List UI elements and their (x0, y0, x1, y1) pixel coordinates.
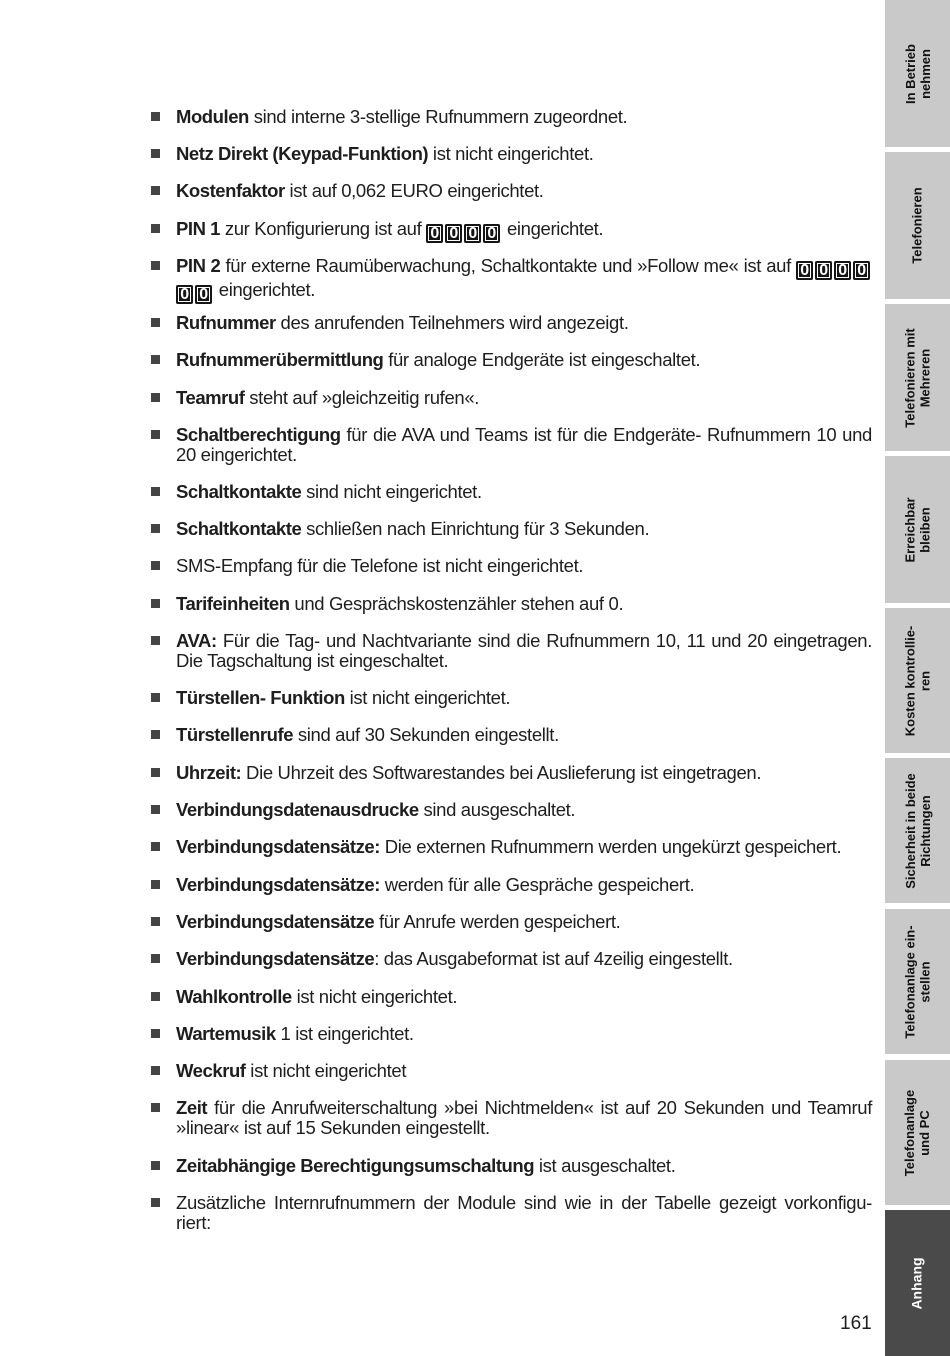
setting-name: Tarifeinheiten (176, 593, 290, 614)
square-bullet-icon (151, 599, 160, 608)
square-bullet-icon (151, 1198, 160, 1207)
tab-label-line: Kosten kontrollie- (902, 625, 918, 736)
tab-label-line: Sicherheit in beide (902, 772, 918, 889)
chapter-tab-label (903, 1089, 933, 1175)
tab-label-line: Mehreren (917, 348, 933, 407)
setting-description: für analoge Endgeräte ist eingeschaltet. (383, 349, 701, 370)
list-item-text (176, 1061, 872, 1081)
chapter-tab[interactable] (885, 909, 950, 1054)
chapter-tab[interactable] (885, 0, 950, 147)
setting-name: Verbindungsdatensätze (176, 948, 375, 969)
setting-description: ist nicht eingerichtet. (344, 687, 511, 708)
setting-description: für externe Raumüberwachung, Schaltkontakte und »Follow me« ist auf (220, 255, 796, 276)
setting-description: Die externen Rufnummern werden ungekürzt gespeichert. (379, 836, 842, 857)
chapter-tab[interactable] (885, 456, 950, 603)
setting-description: werden für alle Gespräche gespeichert. (379, 874, 695, 895)
square-bullet-icon (151, 1029, 160, 1038)
chapter-tab[interactable] (885, 304, 950, 451)
setting-name: Schaltkontakte (176, 518, 302, 539)
list-item-text (176, 107, 872, 127)
list-item-text (176, 987, 872, 1007)
chapter-tab[interactable] (885, 1210, 950, 1356)
setting-name: Türstellenrufe (176, 724, 294, 745)
chapter-tab-label (903, 497, 933, 562)
setting-description: 1 ist eingerichtet. (275, 1023, 414, 1044)
tab-label-line: In Betrieb (902, 43, 918, 104)
chapter-tab[interactable] (885, 152, 950, 299)
setting-description-end: eingerichtet. (214, 279, 316, 300)
setting-description: ist nicht eingerichtet (245, 1060, 407, 1081)
keypad-key-icon: 0 (815, 261, 832, 280)
setting-description: Die Uhrzeit des Softwarestandes bei Auslieferung ist eingetragen. (241, 762, 762, 783)
tab-label-line: Telefonieren (910, 187, 925, 264)
setting-name: Kostenfaktor (176, 180, 285, 201)
square-bullet-icon (151, 355, 160, 364)
setting-description: ist auf 0,062 EURO eingerichtet. (284, 180, 544, 201)
square-bullet-icon (151, 561, 160, 570)
square-bullet-icon (151, 992, 160, 1001)
setting-name: Verbindungsdatensätze: (176, 836, 380, 857)
list-item-text (176, 256, 872, 304)
setting-description: steht auf »gleichzeitig rufen«. (244, 387, 480, 408)
keypad-key-icon: 0 (195, 285, 212, 304)
list-item-text (176, 556, 872, 576)
setting-name: PIN 2 (176, 255, 221, 276)
setting-description-end: eingerichtet. (502, 218, 604, 239)
keypad-key-icon: 0 (483, 224, 500, 243)
setting-name: Modulen (176, 106, 249, 127)
keypad-key-icon: 0 (834, 261, 851, 280)
tab-label-line: stellen (917, 960, 933, 1003)
setting-description: SMS-Empfang für die Telefone ist nicht eingerichtet. (176, 555, 584, 576)
keypad-key-icon: 0 (796, 261, 813, 280)
setting-description: für die Anrufweiterschaltung »bei Nichtmelden« ist auf 20 Sekunden und Teamruf »linear« ist auf 15 Sekunden eingestellt. (176, 1097, 872, 1138)
square-bullet-icon (151, 1161, 160, 1170)
square-bullet-icon (151, 186, 160, 195)
page-number: 161 (840, 1313, 872, 1334)
chapter-tab-label (903, 625, 933, 736)
square-bullet-icon (151, 805, 160, 814)
setting-name: Teamruf (176, 387, 245, 408)
square-bullet-icon (151, 487, 160, 496)
list-item-text (176, 688, 872, 708)
setting-description: sind nicht eingerichtet. (301, 481, 482, 502)
chapter-tab-label (903, 773, 933, 889)
keypad-key-icon: 0 (176, 285, 193, 304)
tab-label-line: Telefonieren mit (902, 327, 918, 428)
tab-label-line: Anhang (908, 1256, 925, 1310)
keypad-key-icon: 0 (464, 224, 481, 243)
list-item-text (176, 875, 872, 895)
tab-label-line: und PC (917, 1109, 933, 1156)
list-item-text (176, 837, 872, 857)
setting-description: des anrufenden Teilnehmers wird angezeigt. (275, 312, 629, 333)
square-bullet-icon (151, 954, 160, 963)
list-item-text (176, 763, 872, 783)
list-item-text (176, 388, 872, 408)
square-bullet-icon (151, 917, 160, 926)
chapter-tab[interactable] (885, 1060, 950, 1205)
chapter-tabs (885, 0, 950, 1356)
tab-label-line: nehmen (917, 48, 933, 99)
square-bullet-icon (151, 261, 160, 270)
square-bullet-icon (151, 112, 160, 121)
setting-description: sind auf 30 Sekunden eingestellt. (293, 724, 559, 745)
chapter-tab-label (903, 44, 933, 104)
tab-label-line: Telefonanlage (902, 1089, 918, 1176)
setting-name: Türstellen- Funktion (176, 687, 345, 708)
tab-label-line: bleiben (917, 506, 933, 553)
list-item-text (176, 594, 872, 614)
list-item-text (176, 1156, 872, 1176)
setting-description: sind interne 3-stellige Rufnummern zugeordnet. (248, 106, 628, 127)
setting-name: Schaltberechtigung (176, 424, 341, 445)
square-bullet-icon (151, 693, 160, 702)
keypad-key-icon: 0 (853, 261, 870, 280)
square-bullet-icon (151, 1103, 160, 1112)
setting-description: und Gesprächskostenzähler stehen auf 0. (289, 593, 624, 614)
list-item-text (176, 482, 872, 502)
list-item-text (176, 519, 872, 539)
setting-description: zur Konfigurierung ist auf (220, 218, 427, 239)
square-bullet-icon (151, 636, 160, 645)
setting-name: Verbindungsdatensätze (176, 911, 375, 932)
setting-description: sind ausgeschaltet. (418, 799, 576, 820)
list-item-text (176, 800, 872, 820)
setting-description: ist ausgeschaltet. (534, 1155, 676, 1176)
setting-name: AVA: (176, 630, 217, 651)
chapter-tab-label (903, 328, 933, 427)
square-bullet-icon (151, 524, 160, 533)
setting-description: ist nicht eingerichtet. (291, 986, 458, 1007)
square-bullet-icon (151, 730, 160, 739)
chapter-tab-label (910, 1257, 925, 1309)
chapter-tab-label (910, 187, 925, 263)
tab-label-line: Richtungen (917, 794, 933, 867)
setting-name: Rufnummer (176, 312, 276, 333)
square-bullet-icon (151, 149, 160, 158)
tab-label-line: Telefonanlage ein- (902, 924, 918, 1039)
setting-name: Verbindungsdatenausdrucke (176, 799, 419, 820)
setting-description: Für die Tag- und Nachtvariante sind die Rufnummern 10, 11 und 20 eingetragen. Die Tagschaltung ist eingeschaltet. (176, 630, 872, 671)
setting-description: schließen nach Einrichtung für 3 Sekunden. (301, 518, 650, 539)
setting-name: Uhrzeit: (176, 762, 242, 783)
setting-name: Zeitabhängige Berechtigungsumschaltung (176, 1155, 535, 1176)
setting-name: Wahlkontrolle (176, 986, 292, 1007)
square-bullet-icon (151, 430, 160, 439)
list-item-text (176, 350, 872, 370)
square-bullet-icon (151, 318, 160, 327)
setting-name: Netz Direkt (Keypad-Funktion) (176, 143, 429, 164)
list-item-text (176, 631, 872, 671)
tab-label-line: Erreichbar (902, 496, 918, 563)
setting-name: Wartemusik (176, 1023, 276, 1044)
list-item-text (176, 144, 872, 164)
setting-name: Verbindungsdatensätze: (176, 874, 380, 895)
chapter-tab[interactable] (885, 608, 950, 753)
setting-description: für Anrufe werden gespeichert. (374, 911, 621, 932)
square-bullet-icon (151, 224, 160, 233)
list-item-text (176, 181, 872, 201)
setting-description: für die AVA und Teams ist für die Endgeräte- Rufnummern 10 und 20 eingerichtet. (176, 424, 872, 465)
setting-description: Zusätzliche Internrufnummern der Module sind wie in der Tabelle gezeigt vorkonfigu-riert: (176, 1192, 872, 1233)
square-bullet-icon (151, 768, 160, 777)
square-bullet-icon (151, 842, 160, 851)
setting-name: Weckruf (176, 1060, 246, 1081)
square-bullet-icon (151, 880, 160, 889)
list-item-text (176, 725, 872, 745)
chapter-tab[interactable] (885, 758, 950, 903)
list-item-text (176, 219, 872, 243)
keypad-key-icon: 0 (426, 224, 443, 243)
square-bullet-icon (151, 393, 160, 402)
setting-name: Schaltkontakte (176, 481, 302, 502)
chapter-tab-label (903, 925, 933, 1038)
list-item-text (176, 1193, 872, 1233)
keypad-key-icon: 0 (445, 224, 462, 243)
list-item-text (176, 949, 872, 969)
list-item-text (176, 1024, 872, 1044)
list-item-text (176, 313, 872, 333)
tab-label-line: ren (917, 670, 933, 691)
setting-name: Rufnummerübermittlung (176, 349, 384, 370)
list-item-text (176, 912, 872, 932)
setting-description: ist nicht eingerichtet. (428, 143, 594, 164)
square-bullet-icon (151, 1066, 160, 1075)
setting-name: Zeit (176, 1097, 208, 1118)
setting-name: PIN 1 (176, 218, 221, 239)
setting-description: : das Ausgabeformat ist auf 4zeilig eingestellt. (374, 948, 733, 969)
list-item-text (176, 425, 872, 465)
list-item-text (176, 1098, 872, 1138)
